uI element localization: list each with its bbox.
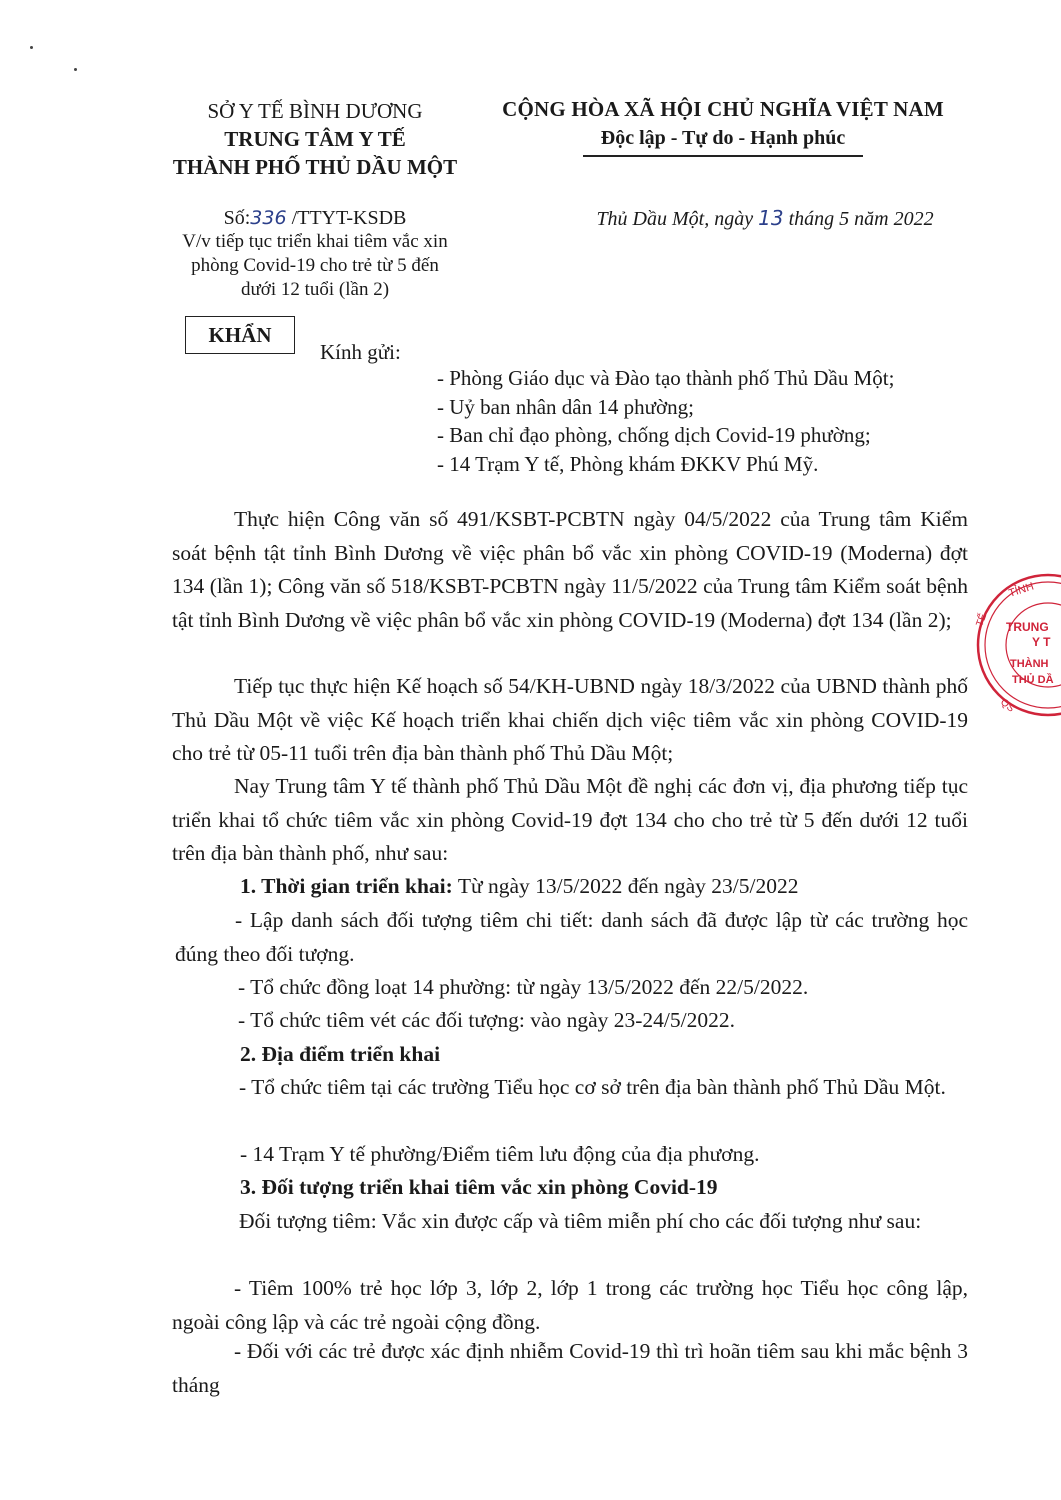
seal-text-line: THỦ DẦ <box>1012 674 1054 686</box>
agency-name: TRUNG TÂM Y TẾ <box>224 127 406 151</box>
section-heading: 3. Đối tượng triển khai tiêm vắc xin phòng Covid-19 <box>240 1175 718 1199</box>
recipient-item: - 14 Trạm Y tế, Phòng khám ĐKKV Phú Mỹ. <box>437 451 819 476</box>
subject-line: V/v tiếp tục triển khai tiêm vắc xin <box>182 231 448 252</box>
body-paragraph-plan: Tiếp tục thực hiện Kế hoạch số 54/KH-UBND ngày 18/3/2022 của UBND thành phố Thủ Dầu Một về việc Kế hoạch triển khai chiến dịch việc tiêm vắc xin phòng COVID-19 cho trẻ từ 05-11 tuổi trên địa bàn thành phố Thủ Dầu Một; <box>172 674 968 765</box>
national-motto <box>478 95 968 157</box>
section-time <box>240 870 799 904</box>
slogan-underline <box>583 155 863 157</box>
document-reference <box>155 206 475 302</box>
number-suffix: /TTYT-KSDB <box>286 207 407 229</box>
scan-speck <box>74 68 77 71</box>
date-suffix: tháng 5 năm 2022 <box>783 208 934 230</box>
issue-date <box>560 205 970 232</box>
issuing-agency <box>150 98 480 181</box>
national-title: CỘNG HÒA XÃ HỘI CHỦ NGHĨA VIỆT NAM <box>502 97 944 121</box>
body-paragraph: Đối tượng tiêm: Vắc xin được cấp và tiêm miễn phí cho các đối tượng như sau: <box>239 1209 922 1233</box>
bullet-item: - 14 Trạm Y tế phường/Điểm tiêm lưu động của địa phương. <box>240 1142 760 1166</box>
bullet-item: - Tổ chức tiêm tại các trường Tiểu học cơ sở trên địa bàn thành phố Thủ Dầu Một. <box>239 1075 946 1099</box>
seal-ring-text-top: TỈNH <box>1007 580 1036 600</box>
bullet-item: - Tiêm 100% trẻ học lớp 3, lớp 2, lớp 1 trong các trường học Tiểu học công lập, ngoài công lập và các trẻ ngoài cộng đồng. <box>172 1276 968 1334</box>
recipient-item: - Phòng Giáo dục và Đào tạo thành phố Thủ Dầu Một; <box>437 366 895 390</box>
handwritten-day: 13 <box>758 206 784 230</box>
agency-parent: SỞ Y TẾ BÌNH DƯƠNG <box>207 99 423 123</box>
section-value: Từ ngày 13/5/2022 đến ngày 23/5/2022 <box>452 874 799 898</box>
urgent-badge: KHẨN <box>185 316 295 354</box>
seal-text-line: TRUNG <box>1006 620 1049 634</box>
handwritten-number: 336 <box>250 207 287 229</box>
seal-ring-text-left: TẾ <box>974 612 990 629</box>
seal-graphic <box>970 575 1061 725</box>
bullet-item: - Đối với các trẻ được xác định nhiễm Covid-19 thì trì hoãn tiêm sau khi mắc bệnh 3 tháng <box>172 1339 968 1397</box>
subject-line: dưới 12 tuổi (lần 2) <box>240 279 390 300</box>
recipient-item: - Ban chỉ đạo phòng, chống dịch Covid-19 phường; <box>437 423 871 447</box>
subject-line: phòng Covid-19 cho trẻ từ 5 đến <box>191 255 439 276</box>
number-prefix: Số: <box>223 207 251 229</box>
bullet-item: - Lập danh sách đối tượng tiêm chi tiết: danh sách đã được lập từ các trường học đúng theo đối tượng. <box>175 908 968 966</box>
body-paragraph-request: Nay Trung tâm Y tế thành phố Thủ Dầu Một đề nghị các đơn vị, địa phương tiếp tục triển khai tổ chức tiêm vắc xin phòng Covid-19 đợt 134 cho cho trẻ từ 5 đến dưới 12 tuổi trên địa bàn thành phố, như sau: <box>172 774 968 865</box>
official-seal <box>970 575 1061 725</box>
date-prefix: Thủ Dầu Một, ngày <box>596 208 759 230</box>
scan-speck <box>30 46 33 49</box>
recipient-item: - Uỷ ban nhân dân 14 phường; <box>437 394 694 419</box>
recipient-list <box>437 364 894 478</box>
section-heading: 1. Thời gian triển khai: <box>240 874 453 898</box>
agency-city: THÀNH PHỐ THỦ DẦU MỘT <box>172 155 458 179</box>
seal-text-line: Y T <box>1032 635 1051 649</box>
document-number <box>155 206 475 230</box>
section-heading: 2. Địa điểm triển khai <box>240 1042 441 1066</box>
seal-ring-text-bottom: QS <box>998 696 1017 715</box>
national-slogan: Độc lập - Tự do - Hạnh phúc <box>600 127 846 149</box>
bullet-item: - Tổ chức tiêm vét các đối tượng: vào ngày 23-24/5/2022. <box>238 1008 736 1032</box>
salutation: Kính gửi: <box>320 340 401 364</box>
body-paragraph-reference: Thực hiện Công văn số 491/KSBT-PCBTN ngày 04/5/2022 của Trung tâm Kiểm soát bệnh tật tỉnh Bình Dương về việc phân bổ vắc xin phòng COVID-19 (Moderna) đợt 134 (lần 1); Công văn số 518/KSBT-PCBTN ngày 11/5/2022 của Trung tâm Kiểm soát bệnh tật tỉnh Bình Dương về việc phân bổ vắc xin phòng COVID-19 (Moderna) đợt 134 (lần 2); <box>172 507 968 632</box>
bullet-item: - Tổ chức đồng loạt 14 phường: từ ngày 13/5/2022 đến 22/5/2022. <box>238 975 809 999</box>
seal-text-line: THÀNH <box>1010 658 1049 670</box>
